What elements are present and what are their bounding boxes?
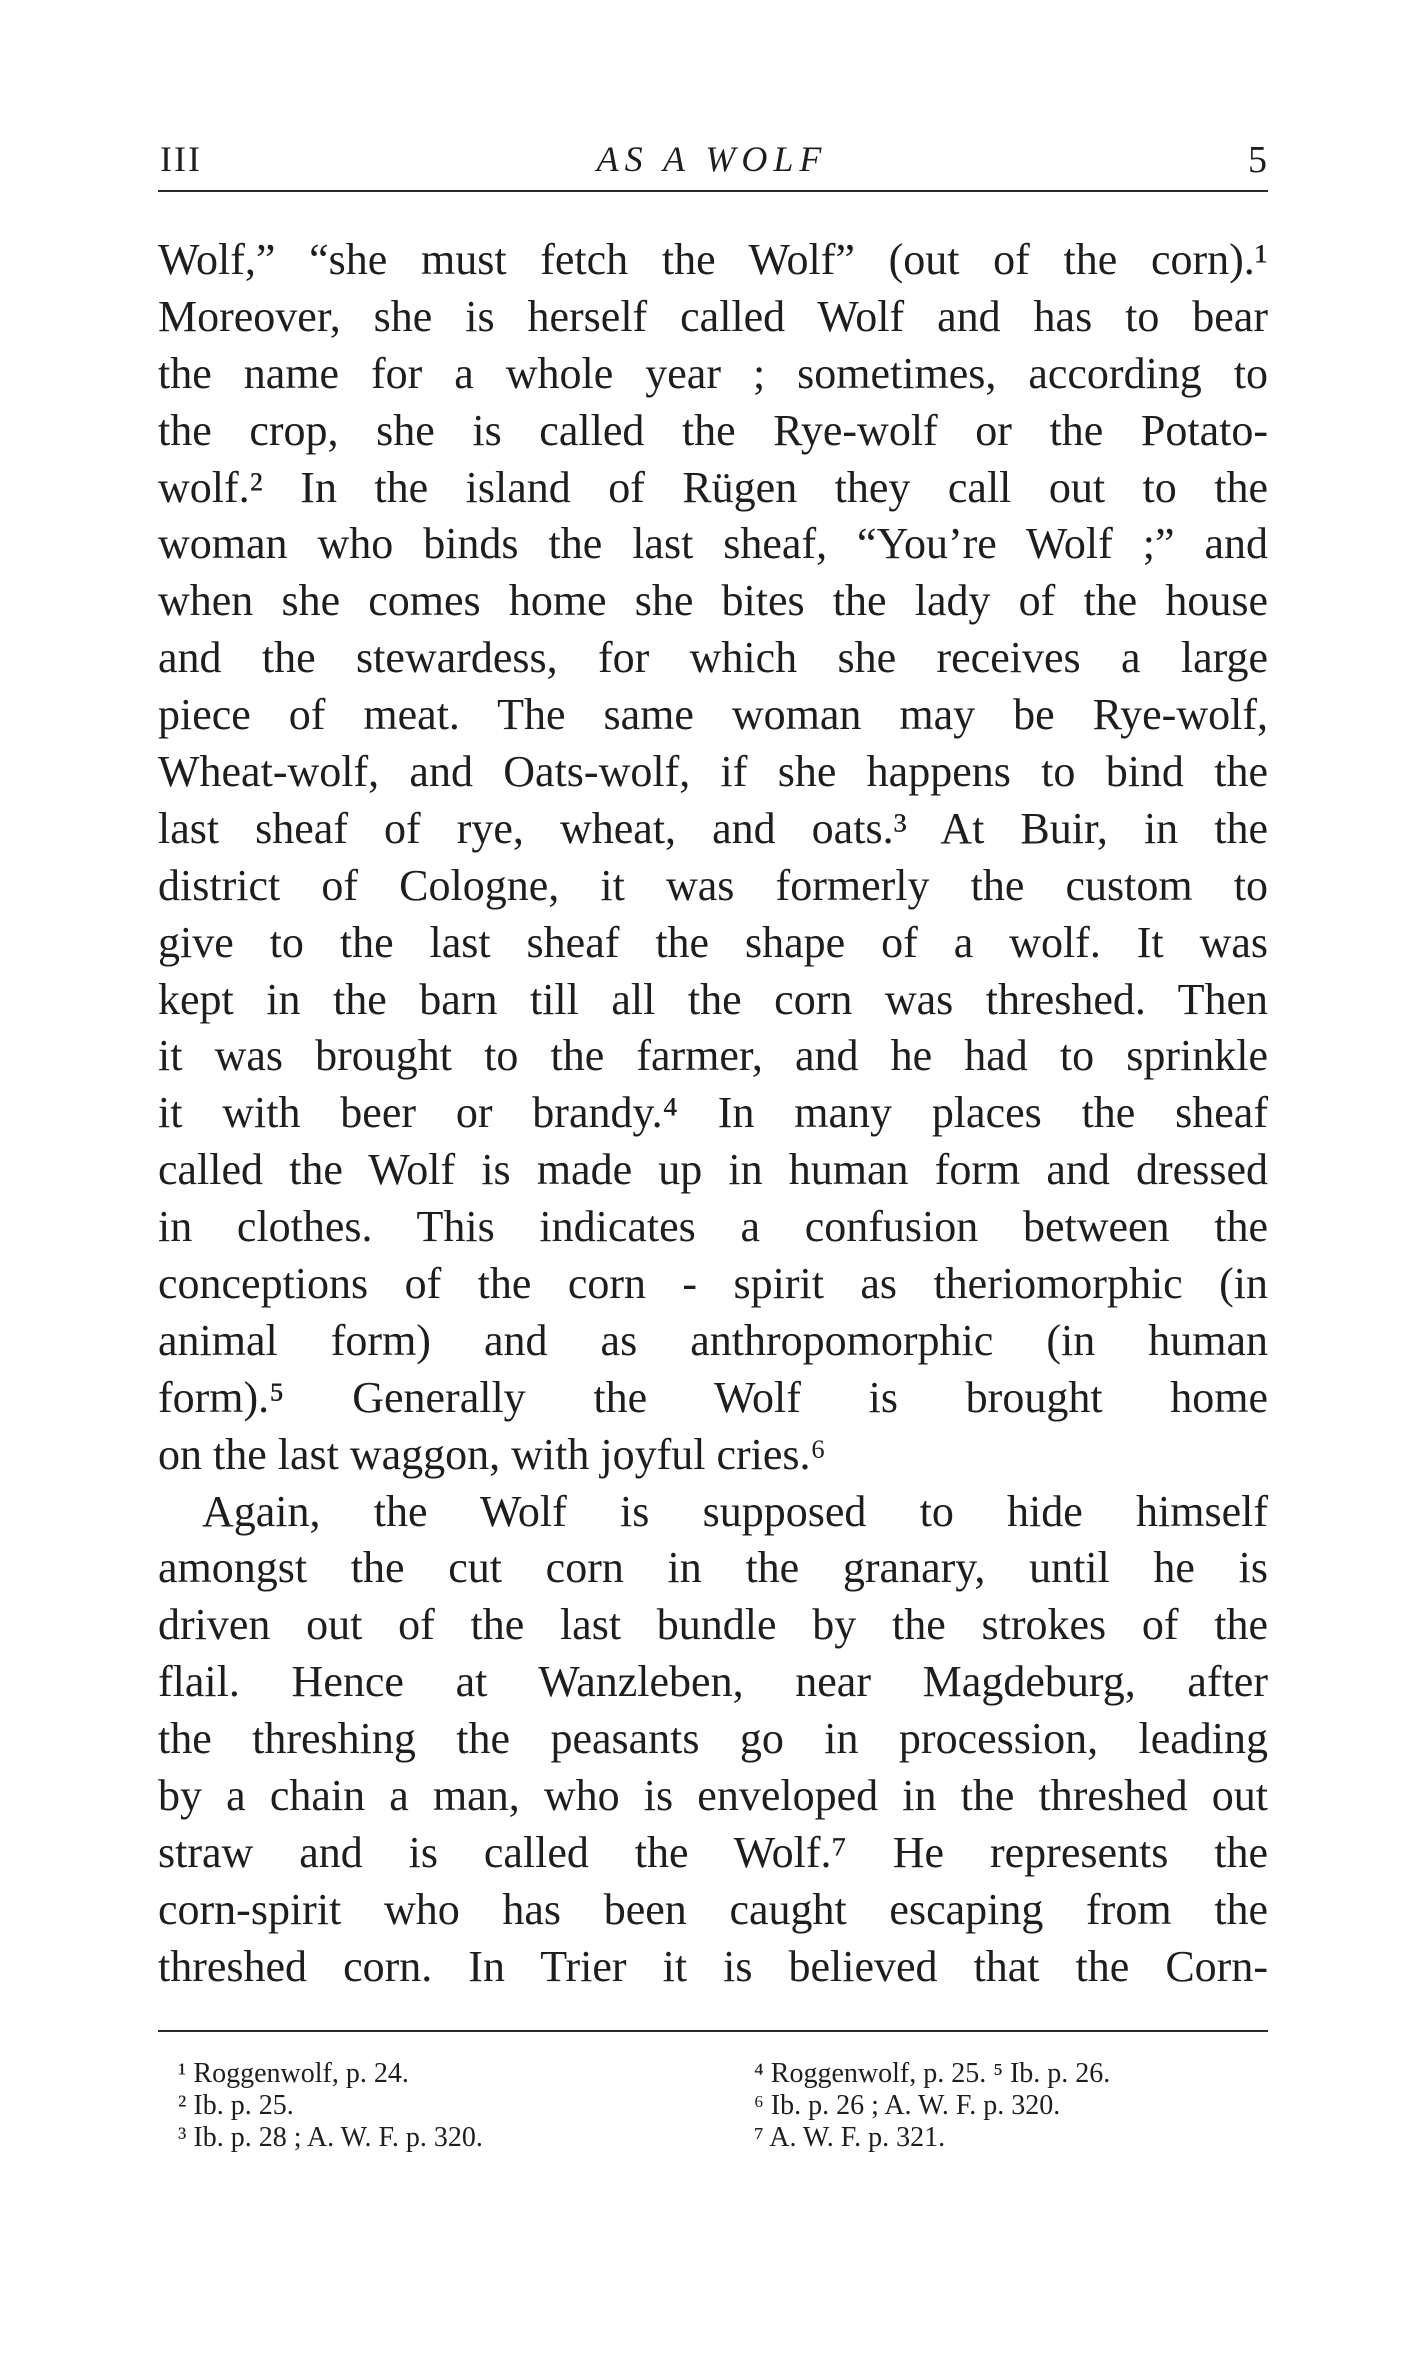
text-line: amongst the cut corn in the granary, until he is bbox=[158, 1543, 1268, 1593]
footnotes-left-column bbox=[178, 2058, 483, 2154]
text-line: Wolf,” “she must fetch the Wolf” (out of the corn).¹ bbox=[158, 235, 1268, 284]
header-rule bbox=[158, 190, 1268, 192]
text-line: it was brought to the farmer, and he had to sprinkle bbox=[158, 1031, 1268, 1081]
text-line: last sheaf of rye, wheat, and oats.³ At Buir, in the bbox=[158, 803, 1268, 853]
text-line: and the stewardess, for which she receives a large bbox=[158, 633, 1268, 683]
text-line: by a chain a man, who is enveloped in the threshed out bbox=[158, 1771, 1268, 1821]
text-line: threshed corn. In Trier it is believed that the Corn- bbox=[158, 1941, 1268, 1991]
text-line: Wheat-wolf, and Oats-wolf, if she happens to bind the bbox=[158, 747, 1268, 797]
footnotes-right-column bbox=[754, 2058, 1110, 2154]
footnote: ⁶ Ib. p. 26 ; A. W. F. p. 320. bbox=[754, 2090, 1061, 2121]
running-title: AS A WOLF bbox=[596, 139, 828, 179]
body-text bbox=[158, 232, 1268, 1996]
chapter-number: III bbox=[160, 139, 202, 179]
footnote: ⁴ Roggenwolf, p. 25. ⁵ Ib. p. 26. bbox=[754, 2058, 1111, 2089]
text-line: on the last waggon, with joyful cries.⁶ bbox=[158, 1429, 826, 1479]
text-line: wolf.² In the island of Rügen they call out to the bbox=[158, 462, 1268, 512]
text-line: in clothes. This indicates a confusion between the bbox=[158, 1202, 1268, 1252]
text-line: when she comes home she bites the lady of the house bbox=[158, 576, 1268, 626]
text-line: the name for a whole year ; sometimes, according to bbox=[158, 348, 1268, 398]
text-line: the threshing the peasants go in procession, leading bbox=[158, 1714, 1268, 1764]
text-line: conceptions of the corn - spirit as theriomorphic (in bbox=[158, 1259, 1268, 1309]
text-line: driven out of the last bundle by the strokes of the bbox=[158, 1600, 1268, 1650]
text-line: straw and is called the Wolf.⁷ He represents the bbox=[158, 1827, 1268, 1877]
footnote: ⁷ A. W. F. p. 321. bbox=[754, 2122, 946, 2153]
text-line: it with beer or brandy.⁴ In many places the sheaf bbox=[158, 1088, 1268, 1138]
footnote-rule bbox=[158, 2030, 1268, 2032]
text-line: Again, the Wolf is supposed to hide himself bbox=[202, 1486, 1268, 1536]
footnote: ¹ Roggenwolf, p. 24. bbox=[178, 2058, 409, 2089]
text-line: Moreover, she is herself called Wolf and has to bear bbox=[158, 291, 1268, 341]
text-line: animal form) and as anthropomorphic (in human bbox=[158, 1315, 1268, 1365]
text-line: woman who binds the last sheaf, “You’re Wolf ;” and bbox=[158, 519, 1268, 569]
text-line: corn-spirit who has been caught escaping from the bbox=[158, 1884, 1268, 1934]
footnote: ³ Ib. p. 28 ; A. W. F. p. 320. bbox=[178, 2122, 483, 2153]
text-line: kept in the barn till all the corn was threshed. Then bbox=[158, 974, 1268, 1024]
text-line: piece of meat. The same woman may be Rye-wolf, bbox=[158, 690, 1268, 740]
text-line: give to the last sheaf the shape of a wolf. It was bbox=[158, 917, 1268, 967]
text-line: the crop, she is called the Rye-wolf or the Potato- bbox=[158, 405, 1268, 455]
text-line: form).⁵ Generally the Wolf is brought home bbox=[158, 1372, 1268, 1422]
text-line: flail. Hence at Wanzleben, near Magdeburg, after bbox=[158, 1657, 1268, 1707]
footnote: ² Ib. p. 25. bbox=[178, 2090, 294, 2121]
text-line: district of Cologne, it was formerly the custom to bbox=[158, 860, 1268, 910]
page-number: 5 bbox=[1248, 139, 1267, 181]
text-line: called the Wolf is made up in human form and dressed bbox=[158, 1145, 1268, 1195]
